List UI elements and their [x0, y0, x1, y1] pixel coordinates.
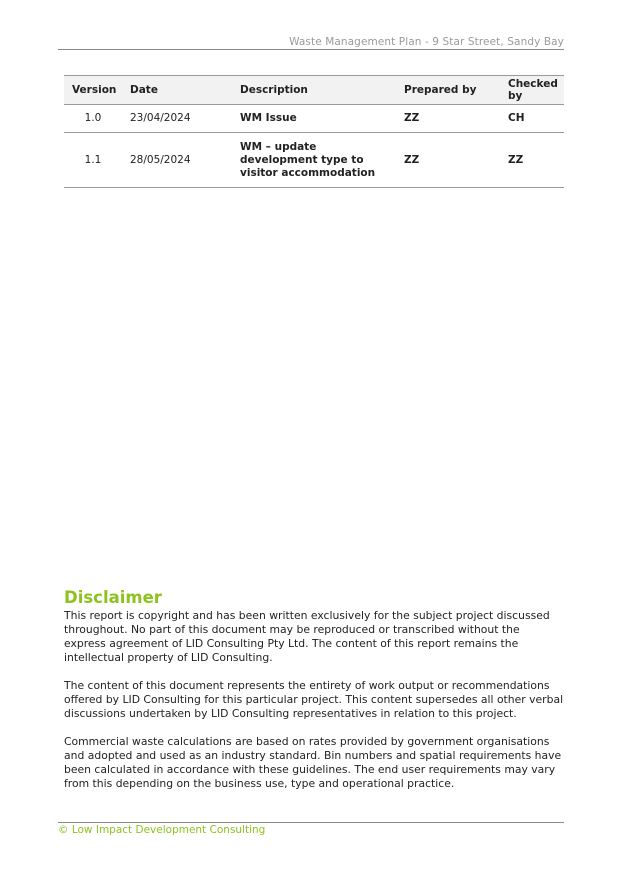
column-header-date: Date — [122, 76, 232, 105]
cell-prepared-by: ZZ — [396, 105, 500, 133]
table-row — [64, 133, 564, 188]
cell-date: 23/04/2024 — [122, 105, 232, 133]
column-header-prepared-by: Prepared by — [396, 76, 500, 105]
footer-divider — [58, 822, 564, 823]
disclaimer-paragraph-calculations: Commercial waste calculations are based on rates provided by government organisations and adopted and used as an industry standard. Bin numbers and spatial requirements have been calculated in accordance with these guidelines. The end user requirements may vary from this depending on the business use, type and operational practice. — [64, 735, 562, 790]
cell-version: 1.0 — [64, 105, 122, 133]
cell-prepared-by: ZZ — [396, 133, 500, 188]
cell-checked-by: ZZ — [500, 133, 564, 188]
column-header-version: Version — [64, 76, 122, 105]
disclaimer-section — [64, 588, 564, 805]
header-divider — [58, 49, 564, 50]
footer-copyright: © Low Impact Development Consulting — [58, 824, 266, 836]
cell-version: 1.1 — [64, 133, 122, 188]
cell-checked-by: CH — [500, 105, 564, 133]
disclaimer-paragraph-content: The content of this document represents the entirety of work output or recommendations offered by LID Consulting for this particular project. This content supersedes all other verbal discussions undertaken by LID Consulting representatives in relation to this project. — [64, 679, 564, 720]
column-header-description: Description — [232, 76, 396, 105]
page-header-title: Waste Management Plan - 9 Star Street, Sandy Bay — [289, 36, 564, 48]
table-row — [64, 105, 564, 133]
disclaimer-heading: Disclaimer — [64, 588, 162, 607]
cell-date: 28/05/2024 — [122, 133, 232, 188]
revision-table — [64, 75, 564, 188]
table-header-row — [64, 76, 564, 105]
column-header-checked-by: Checked by — [500, 76, 564, 105]
disclaimer-paragraph-copyright: This report is copyright and has been written exclusively for the subject project discussed throughout. No part of this document may be reproduced or transcribed without the express agreement of LID Consulting Pty Ltd. The content of this report remains the intellectual property of LID Consulting. — [64, 609, 550, 664]
cell-description: WM – update development type to visitor accommodation — [232, 133, 396, 188]
cell-description: WM Issue — [232, 105, 396, 133]
